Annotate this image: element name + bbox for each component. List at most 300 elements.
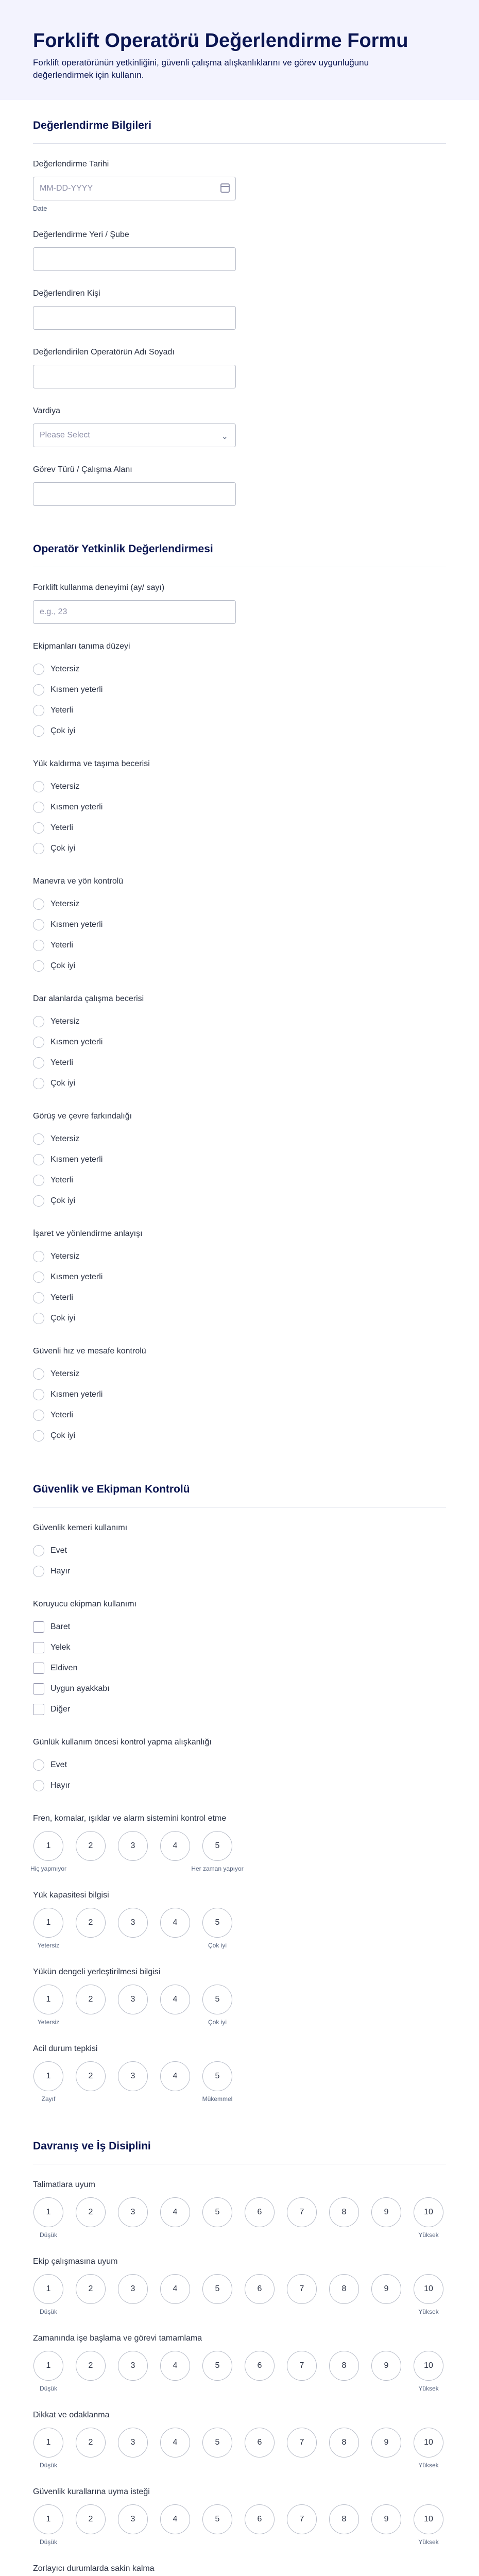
rating-cell (117, 1908, 148, 1950)
brake-field (30, 1814, 446, 1873)
radio-option[interactable] (33, 1246, 446, 1267)
rating-option[interactable]: 3 (118, 2428, 148, 2458)
option-label: Uygun ayakkabı (50, 1684, 110, 1693)
radio-button[interactable] (33, 802, 44, 813)
radio-button[interactable] (33, 1410, 44, 1421)
radio-option[interactable] (33, 818, 446, 838)
option-label: Yetersiz (50, 1252, 80, 1261)
rating-option[interactable]: 4 (160, 2274, 190, 2304)
rating-option[interactable]: 8 (329, 2351, 359, 2381)
rating-option[interactable]: 9 (371, 2351, 401, 2381)
competency-q4-label: Dar alanlarda çalışma becerisi (33, 994, 144, 1003)
scale-low-label: Yetersiz (37, 1942, 60, 1949)
shift-select-value: Please Select (40, 431, 90, 439)
competency-q5-label: Görüş ve çevre farkındalığı (33, 1112, 132, 1121)
rating-cell (117, 2061, 148, 2103)
checkbox[interactable] (33, 1642, 44, 1653)
checkbox-option[interactable] (33, 1699, 446, 1720)
ppe-field (33, 1599, 446, 1720)
rating-cell (244, 2351, 275, 2393)
behavior-b5 (33, 2487, 446, 2546)
rating-cell (413, 2504, 444, 2546)
radio-button[interactable] (33, 664, 44, 675)
rating-cell (371, 2351, 402, 2393)
rating-cell (160, 2351, 191, 2393)
operator-input[interactable] (33, 365, 236, 388)
rating-cell (371, 2197, 402, 2239)
rating-option[interactable]: 5 (202, 1831, 232, 1861)
rating-option[interactable]: 7 (287, 2504, 317, 2534)
rating-cell (33, 2197, 64, 2239)
radio-button[interactable] (33, 843, 44, 854)
radio-button[interactable] (33, 899, 44, 910)
option-label: Yetersiz (50, 900, 80, 908)
section-title-general: Değerlendirme Bilgileri (33, 100, 446, 144)
radio-option[interactable] (33, 914, 446, 935)
competency-q2-label: Yük kaldırma ve taşıma becerisi (33, 759, 150, 768)
rating-cell (202, 2274, 233, 2316)
rating-option[interactable]: 3 (118, 2504, 148, 2534)
rating-option[interactable]: 6 (245, 2504, 275, 2534)
rating-option[interactable]: 1 (33, 2351, 63, 2381)
option-label: Evet (50, 1760, 67, 1769)
place-input[interactable] (33, 247, 236, 271)
rating-option[interactable]: 5 (202, 2197, 232, 2227)
rating-cell (329, 2274, 360, 2316)
option-label: Yeterli (50, 1058, 73, 1067)
rating-option[interactable]: 4 (160, 2504, 190, 2534)
scale-high-label: Çok iyi (208, 2019, 227, 2026)
radio-option[interactable] (33, 1287, 446, 1308)
option-label: Hayır (50, 1567, 71, 1575)
form-title: Forklift Operatörü Değerlendirme Formu (33, 30, 408, 52)
rating-cell (117, 2428, 148, 2469)
radio-button[interactable] (33, 1545, 44, 1556)
option-label: Kısmen yeterli (50, 1038, 103, 1046)
radio-option[interactable] (33, 659, 446, 680)
radio-button[interactable] (33, 1133, 44, 1145)
option-label: Evet (50, 1546, 67, 1555)
rating-option[interactable]: 3 (118, 2197, 148, 2227)
rating-cell (33, 2351, 64, 2393)
rating-cell (75, 2504, 106, 2546)
rating-option[interactable]: 2 (76, 2274, 106, 2304)
rating-cell (75, 1831, 106, 1873)
evaluator-field (33, 289, 446, 330)
date-label: Değerlendirme Tarihi (33, 160, 109, 168)
rating-option[interactable]: 2 (76, 1831, 106, 1861)
competency-q1 (33, 641, 446, 741)
shift-field (33, 406, 446, 447)
rating-option[interactable]: 5 (202, 1908, 232, 1938)
rating-cell (413, 2274, 444, 2316)
place-label: Değerlendirme Yeri / Şube (33, 230, 129, 239)
rating-cell (30, 1831, 67, 1873)
option-label: Yeterli (50, 1176, 73, 1184)
option-label: Yeterli (50, 823, 73, 832)
scale-low-label: Düşük (39, 2462, 57, 2469)
rating-cell (33, 2428, 64, 2469)
rating-option[interactable]: 1 (33, 2061, 63, 2091)
rating-cell (286, 2504, 317, 2546)
balance-label: Yükün dengeli yerleştirilmesi bilgisi (33, 1968, 161, 1976)
radio-option[interactable] (33, 680, 446, 700)
rating-cell (202, 1908, 233, 1950)
option-label: Yetersiz (50, 1369, 80, 1378)
rating-option[interactable]: 4 (160, 1908, 190, 1938)
rating-option[interactable]: 8 (329, 2197, 359, 2227)
section-title-safety: Güvenlik ve Ekipman Kontrolü (33, 1464, 446, 1507)
radio-option[interactable] (33, 1540, 446, 1561)
radio-button[interactable] (33, 1430, 44, 1442)
radio-option[interactable] (33, 1149, 446, 1170)
rating-cell (413, 2197, 444, 2239)
competency-q4 (33, 994, 446, 1094)
option-label: Kısmen yeterli (50, 685, 103, 694)
rating-cell (191, 1831, 244, 1873)
rating-option[interactable]: 5 (202, 2061, 232, 2091)
rating-cell (75, 1985, 106, 2026)
rating-cell (117, 1985, 148, 2026)
rating-cell (33, 2061, 64, 2103)
scale-low-label: Düşük (39, 2308, 57, 2315)
emergency-field (33, 2044, 446, 2103)
evaluator-input[interactable] (33, 306, 236, 330)
radio-option[interactable] (33, 1364, 446, 1384)
scale-low-label: Düşük (39, 2385, 57, 2392)
form-header (0, 0, 479, 100)
balance-field (33, 1967, 446, 2026)
rating-cell (244, 2274, 275, 2316)
competency-q7-label: Güvenli hız ve mesafe kontrolü (33, 1347, 146, 1355)
rating-option[interactable]: 5 (202, 1985, 232, 2014)
rating-cell (117, 2197, 148, 2239)
rating-option[interactable]: 7 (287, 2274, 317, 2304)
option-label: Yeterli (50, 1411, 73, 1419)
radio-option[interactable] (33, 1755, 446, 1775)
radio-option[interactable] (33, 1191, 446, 1211)
rating-option[interactable]: 10 (414, 2274, 443, 2304)
option-label: Yeterli (50, 1293, 73, 1302)
rating-cell (371, 2504, 402, 2546)
rating-option[interactable]: 2 (76, 2428, 106, 2458)
rating-option[interactable]: 1 (33, 2504, 63, 2534)
rating-option[interactable]: 2 (76, 2351, 106, 2381)
radio-option[interactable] (33, 894, 446, 914)
behavior-b2 (33, 2257, 446, 2316)
rating-option[interactable]: 1 (33, 1831, 63, 1861)
radio-option[interactable] (33, 838, 446, 859)
behavior-b1 (33, 2180, 446, 2239)
form-subtitle: Forklift operatörünün yetkinliğini, güvenli çalışma alışkanlıklarını ve görev uygunluğunu değerlendirmek için kullanın. (33, 58, 369, 80)
radio-button[interactable] (33, 1368, 44, 1380)
radio-option[interactable] (33, 1405, 446, 1426)
rating-option[interactable]: 3 (118, 1985, 148, 2014)
rating-option[interactable]: 9 (371, 2274, 401, 2304)
rating-cell (202, 2351, 233, 2393)
rating-cell (286, 2197, 317, 2239)
behavior-b2-label: Ekip çalışmasına uyum (33, 2257, 118, 2266)
rating-cell (244, 2504, 275, 2546)
radio-option[interactable] (33, 776, 446, 797)
rating-option[interactable]: 2 (76, 1985, 106, 2014)
option-label: Çok iyi (50, 1431, 76, 1440)
rating-option[interactable]: 5 (202, 2274, 232, 2304)
radio-button[interactable] (33, 1313, 44, 1324)
rating-option[interactable]: 8 (329, 2274, 359, 2304)
rating-option[interactable]: 4 (160, 1985, 190, 2014)
form-body (0, 100, 479, 2576)
radio-button[interactable] (33, 1057, 44, 1069)
rating-option[interactable]: 8 (329, 2504, 359, 2534)
section-title-behavior: Davranış ve İş Disiplini (33, 2121, 446, 2164)
option-label: Çok iyi (50, 961, 76, 970)
radio-button[interactable] (33, 919, 44, 930)
option-label: Yetersiz (50, 1134, 80, 1143)
calendar-icon[interactable] (220, 183, 230, 193)
option-label: Kısmen yeterli (50, 920, 103, 929)
rating-cell (286, 2274, 317, 2316)
scale-high-label: Çok iyi (208, 1942, 227, 1949)
behavior-b3 (33, 2333, 446, 2393)
task-input[interactable] (33, 482, 236, 506)
experience-input[interactable] (33, 600, 236, 624)
rating-option[interactable]: 6 (245, 2197, 275, 2227)
rating-cell (413, 2351, 444, 2393)
rating-option[interactable]: 6 (245, 2351, 275, 2381)
rating-cell (160, 2274, 191, 2316)
radio-option[interactable] (33, 1032, 446, 1053)
radio-button[interactable] (33, 1078, 44, 1089)
competency-q1-label: Ekipmanları tanıma düzeyi (33, 642, 130, 651)
radio-button[interactable] (33, 1292, 44, 1303)
competency-q7 (33, 1346, 446, 1446)
radio-button[interactable] (33, 1154, 44, 1165)
rating-option[interactable]: 2 (76, 2197, 106, 2227)
radio-button[interactable] (33, 1780, 44, 1791)
radio-button[interactable] (33, 822, 44, 834)
radio-button[interactable] (33, 1037, 44, 1048)
radio-option[interactable] (33, 1384, 446, 1405)
checkbox-option[interactable] (33, 1617, 446, 1637)
option-label: Yeterli (50, 706, 73, 715)
section-title-competency: Operatör Yetkinlik Değerlendirmesi (33, 523, 446, 567)
rating-option[interactable]: 3 (118, 1831, 148, 1861)
radio-option[interactable] (33, 797, 446, 818)
rating-cell (160, 1908, 191, 1950)
place-field (33, 230, 446, 271)
radio-button[interactable] (33, 684, 44, 696)
rating-option[interactable]: 4 (160, 1831, 190, 1861)
capacity-label: Yük kapasitesi bilgisi (33, 1891, 109, 1900)
radio-option[interactable] (33, 1011, 446, 1032)
rating-option[interactable]: 1 (33, 2197, 63, 2227)
rating-option[interactable]: 10 (414, 2197, 443, 2227)
radio-button[interactable] (33, 725, 44, 737)
checkbox-option[interactable] (33, 1637, 446, 1658)
scale-high-label: Yüksek (418, 2308, 439, 2315)
rating-option[interactable]: 7 (287, 2351, 317, 2381)
radio-option[interactable] (33, 700, 446, 721)
rating-option[interactable]: 3 (118, 1908, 148, 1938)
rating-option[interactable]: 10 (414, 2351, 443, 2381)
rating-option[interactable]: 3 (118, 2061, 148, 2091)
option-label: Eldiven (50, 1664, 78, 1672)
rating-option[interactable]: 3 (118, 2274, 148, 2304)
rating-option[interactable]: 5 (202, 2351, 232, 2381)
rating-option[interactable]: 8 (329, 2428, 359, 2458)
checkbox[interactable] (33, 1663, 44, 1674)
rating-cell (160, 1831, 191, 1873)
chevron-down-icon: ⌄ (221, 432, 228, 441)
operator-label: Değerlendirilen Operatörün Adı Soyadı (33, 348, 175, 357)
radio-button[interactable] (33, 705, 44, 716)
rating-cell (329, 2351, 360, 2393)
radio-button[interactable] (33, 960, 44, 972)
rating-option[interactable]: 6 (245, 2428, 275, 2458)
rating-option[interactable]: 2 (76, 1908, 106, 1938)
radio-button[interactable] (33, 1272, 44, 1283)
belt-label: Güvenlik kemeri kullanımı (33, 1523, 128, 1532)
experience-field (33, 583, 446, 624)
date-input[interactable] (33, 177, 236, 200)
rating-cell (160, 1985, 191, 2026)
checkbox-option[interactable] (33, 1658, 446, 1679)
radio-option[interactable] (33, 1308, 446, 1329)
rating-cell (117, 1831, 148, 1873)
scale-low-label: Hiç yapmıyor (30, 1865, 67, 1872)
checkbox[interactable] (33, 1621, 44, 1633)
radio-button[interactable] (33, 1016, 44, 1027)
rating-option[interactable]: 4 (160, 2061, 190, 2091)
rating-cell (33, 1908, 64, 1950)
rating-option[interactable]: 6 (245, 2274, 275, 2304)
radio-button[interactable] (33, 1759, 44, 1771)
radio-button[interactable] (33, 781, 44, 792)
radio-button[interactable] (33, 1195, 44, 1207)
shift-label: Vardiya (33, 406, 61, 415)
competency-q3-label: Manevra ve yön kontrolü (33, 877, 124, 886)
behavior-b4-label: Dikkat ve odaklanma (33, 2411, 110, 2419)
rating-option[interactable]: 5 (202, 2428, 232, 2458)
scale-low-label: Düşük (39, 2538, 57, 2546)
rating-option[interactable]: 1 (33, 1908, 63, 1938)
rating-option[interactable]: 4 (160, 2197, 190, 2227)
competency-q5 (33, 1111, 446, 1211)
checkbox[interactable] (33, 1683, 44, 1694)
radio-option[interactable] (33, 721, 446, 741)
rating-cell (202, 2504, 233, 2546)
radio-option[interactable] (33, 1775, 446, 1796)
capacity-field (33, 1890, 446, 1950)
rating-cell (160, 2197, 191, 2239)
radio-option[interactable] (33, 1267, 446, 1287)
rating-option[interactable]: 5 (202, 2504, 232, 2534)
behavior-b5-label: Güvenlik kurallarına uyma isteği (33, 2487, 150, 2496)
option-label: Kısmen yeterli (50, 1273, 103, 1281)
radio-option[interactable] (33, 1561, 446, 1582)
radio-option[interactable] (33, 1426, 446, 1446)
option-label: Yelek (50, 1643, 71, 1652)
rating-option[interactable]: 1 (33, 2274, 63, 2304)
option-label: Yeterli (50, 941, 73, 950)
rating-cell (371, 2274, 402, 2316)
option-label: Çok iyi (50, 1079, 76, 1088)
behavior-b6 (33, 2564, 446, 2576)
radio-button[interactable] (33, 1389, 44, 1400)
rating-cell (160, 2428, 191, 2469)
rating-option[interactable]: 10 (414, 2504, 443, 2534)
rating-option[interactable]: 10 (414, 2428, 443, 2458)
rating-option[interactable]: 1 (33, 1985, 63, 2014)
rating-cell (286, 2351, 317, 2393)
option-label: Hayır (50, 1781, 71, 1790)
radio-button[interactable] (33, 1566, 44, 1577)
brake-label: Fren, kornalar, ışıklar ve alarm sistemini kontrol etme (33, 1814, 227, 1823)
rating-option[interactable]: 4 (160, 2351, 190, 2381)
rating-option[interactable]: 9 (371, 2197, 401, 2227)
radio-option[interactable] (33, 1170, 446, 1191)
shift-select[interactable] (33, 423, 236, 447)
option-label: Yetersiz (50, 1017, 80, 1026)
rating-option[interactable]: 2 (76, 2061, 106, 2091)
scale-high-label: Mükemmel (202, 2095, 233, 2103)
rating-cell (160, 2504, 191, 2546)
rating-cell (202, 2197, 233, 2239)
rating-option[interactable]: 2 (76, 2504, 106, 2534)
rating-cell (202, 2428, 233, 2469)
rating-option[interactable]: 9 (371, 2428, 401, 2458)
radio-option[interactable] (33, 1073, 446, 1094)
ppe-label: Koruyucu ekipman kullanımı (33, 1600, 136, 1608)
radio-option[interactable] (33, 1129, 446, 1149)
rating-option[interactable]: 1 (33, 2428, 63, 2458)
scale-high-label: Yüksek (418, 2462, 439, 2469)
behavior-b1-label: Talimatlara uyum (33, 2180, 95, 2189)
scale-low-label: Yetersiz (37, 2019, 60, 2026)
scale-low-label: Zayıf (41, 2095, 56, 2103)
checkbox-option[interactable] (33, 1679, 446, 1699)
rating-option[interactable]: 7 (287, 2197, 317, 2227)
rating-cell (160, 2061, 191, 2103)
scale-high-label: Her zaman yapıyor (191, 1865, 244, 1872)
date-field (33, 159, 446, 212)
rating-option[interactable]: 4 (160, 2428, 190, 2458)
radio-option[interactable] (33, 935, 446, 956)
scale-high-label: Yüksek (418, 2538, 439, 2546)
rating-option[interactable]: 9 (371, 2504, 401, 2534)
rating-cell (33, 1985, 64, 2026)
behavior-b4 (33, 2410, 446, 2469)
option-label: Yetersiz (50, 782, 80, 791)
radio-button[interactable] (33, 1175, 44, 1186)
behavior-b6-label: Zorlayıcı durumlarda sakin kalma (33, 2564, 155, 2573)
radio-option[interactable] (33, 956, 446, 976)
rating-option[interactable]: 3 (118, 2351, 148, 2381)
rating-cell (413, 2428, 444, 2469)
rating-cell (75, 2061, 106, 2103)
radio-button[interactable] (33, 1251, 44, 1262)
rating-cell (117, 2351, 148, 2393)
rating-cell (75, 2274, 106, 2316)
checkbox[interactable] (33, 1704, 44, 1715)
rating-option[interactable]: 7 (287, 2428, 317, 2458)
radio-option[interactable] (33, 1053, 446, 1073)
radio-button[interactable] (33, 940, 44, 951)
option-label: Çok iyi (50, 726, 76, 735)
rating-cell (202, 1985, 233, 2026)
option-label: Çok iyi (50, 1196, 76, 1205)
